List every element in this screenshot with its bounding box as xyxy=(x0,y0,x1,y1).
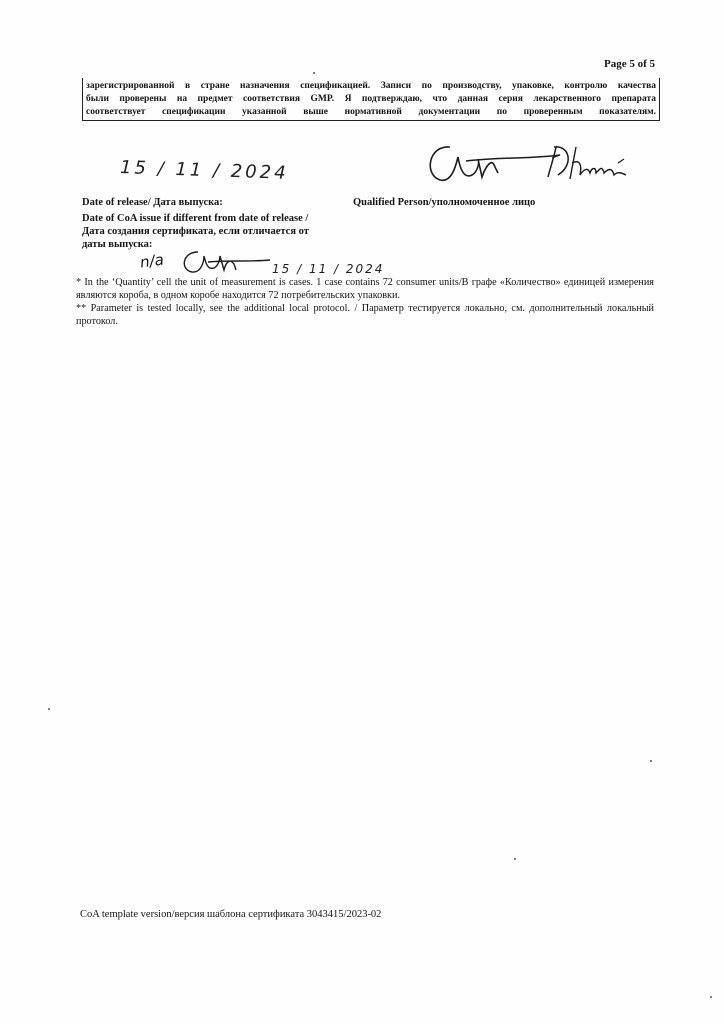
declaration-line: зарегистрированной в стране назначения спецификацией. Записи по производству, упаковке, контролю качества xyxy=(86,81,656,91)
scan-speck xyxy=(514,858,516,860)
footnotes xyxy=(76,276,654,328)
handwritten-na-note: n/a xyxy=(138,250,165,272)
footnote-local-parameter: ** Parameter is tested locally, see the additional local protocol. / Параметр тестируется локально, см. дополнительный локальный протокол. xyxy=(76,303,654,327)
page-number: Page 5 of 5 xyxy=(603,58,655,70)
declaration-line: были проверены на предмет соответствия GMP. Я подтверждаю, что данная серия лекарственного препарата xyxy=(86,94,656,104)
qp-signature xyxy=(420,135,635,190)
date-of-issue-label: Date of CoA issue if different from date of release / Дата создания сертификата, если отличается от даты выпуска: xyxy=(82,213,309,250)
scan-speck xyxy=(650,760,652,762)
handwritten-release-date: 15 / 11 / 2024 xyxy=(119,157,289,184)
footnote-quantity: * In the ‘Quantity’ cell the unit of measurement is cases. 1 case contains 72 consumer units/В графе «Количество» единицей измерения являются короба, в одном коробе находится 72 потребительских упаковки. xyxy=(76,277,654,301)
initials-signature xyxy=(178,248,273,276)
handwritten-issue-date: 15 / 11 / 2024 xyxy=(272,262,385,276)
template-version: CoA template version/версия шаблона сертификата 3043415/2023-02 xyxy=(80,909,382,920)
qualified-person-label: Qualified Person/уполномоченное лицо xyxy=(353,197,536,208)
scan-speck xyxy=(710,996,712,998)
scan-speck xyxy=(313,72,315,74)
declaration-line: соответствует спецификации указанной выше нормативной документации по проверенным показателям. xyxy=(86,107,656,117)
date-of-release-label: Date of release/ Дата выпуска: xyxy=(82,197,223,208)
scan-speck xyxy=(48,708,50,710)
gmp-declaration-box xyxy=(82,78,660,121)
